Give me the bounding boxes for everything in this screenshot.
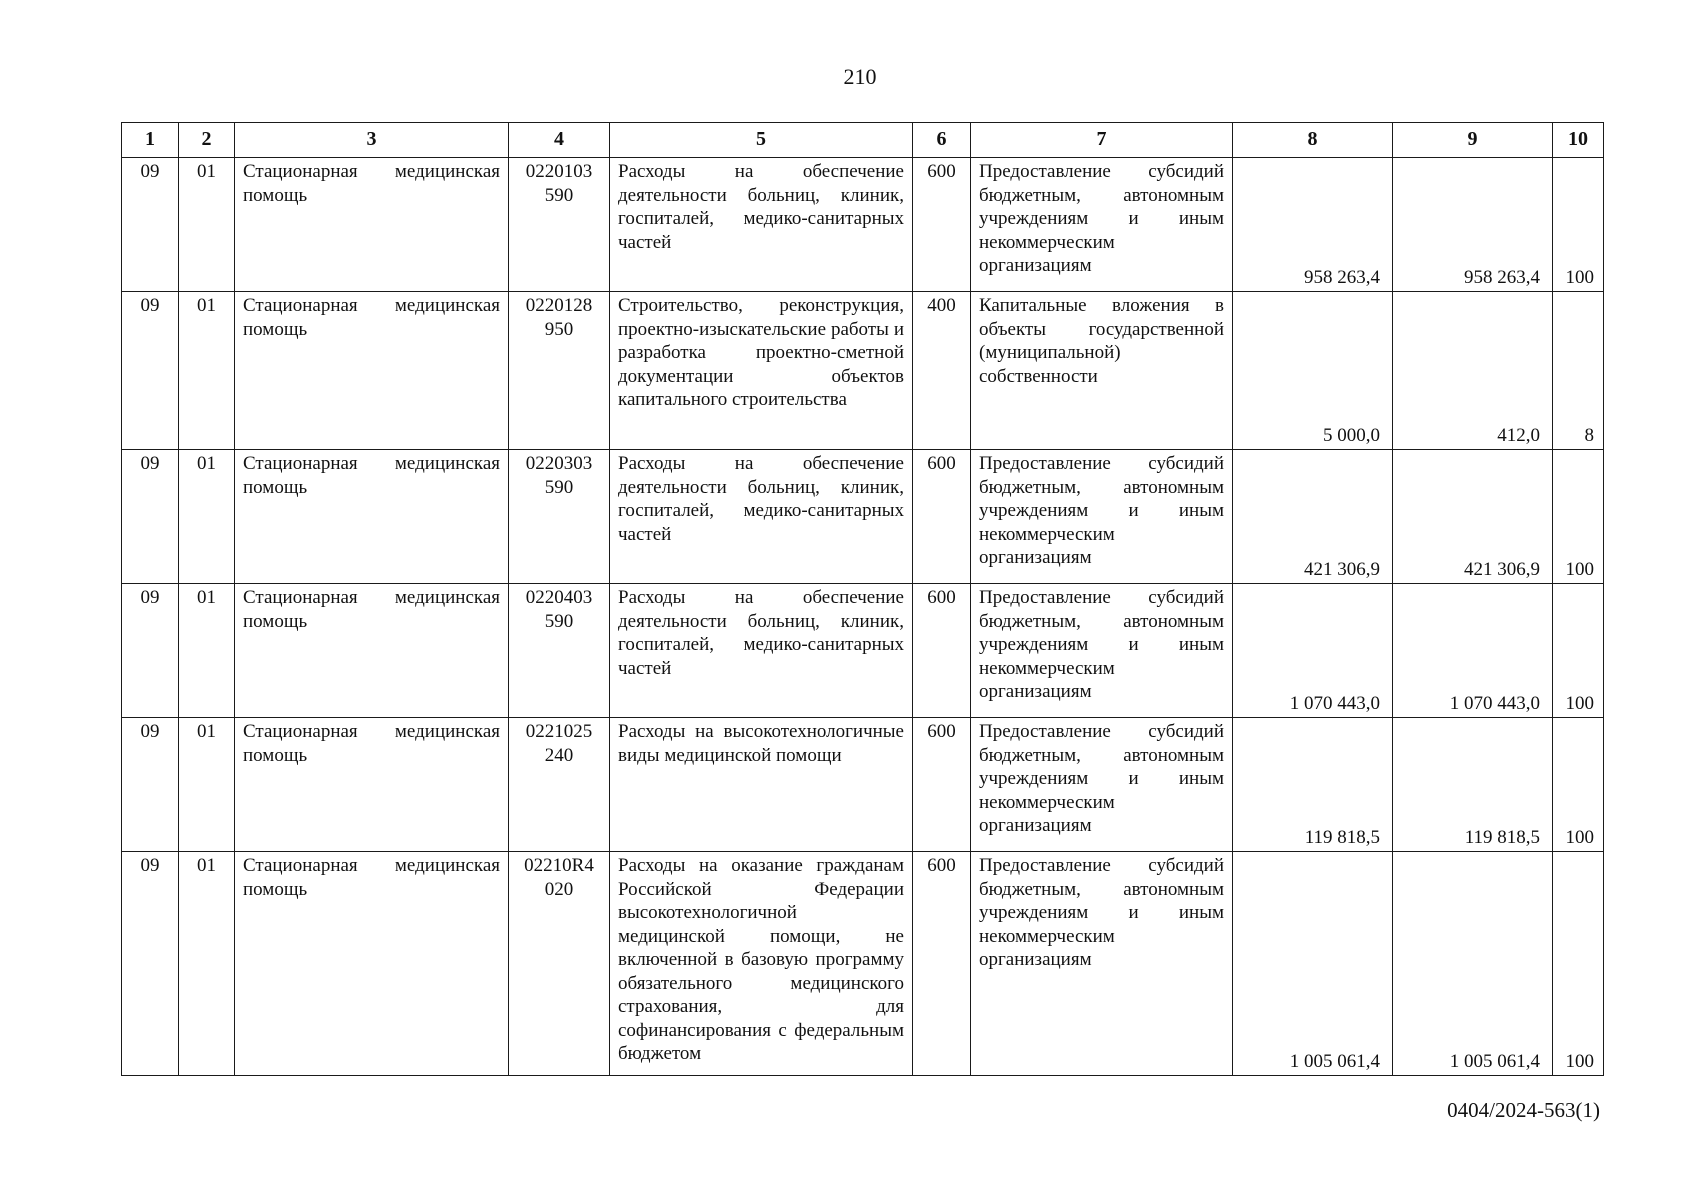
page-number: 210 bbox=[843, 64, 877, 89]
header-col-2: 2 bbox=[179, 123, 235, 158]
target-article-code bbox=[509, 292, 610, 450]
document-code: 0404/2024-563(1) bbox=[1447, 1098, 1600, 1122]
target-article-name: Расходы на оказание гражданам Российской Федерации высокотехнологичной медицинской помощи, не включенной в базовую программу обязательного медицинского страхования, для софинансирования с федеральным бюджетом bbox=[610, 852, 913, 1076]
executed-amount: 412,0 bbox=[1393, 292, 1553, 450]
planned-amount: 1 005 061,4 bbox=[1233, 852, 1393, 1076]
target-article-name: Расходы на обеспечение деятельности больниц, клиник, госпиталей, медико-санитарных частей bbox=[610, 450, 913, 584]
header-col-7: 7 bbox=[971, 123, 1233, 158]
table-row bbox=[122, 718, 1604, 852]
table-row bbox=[122, 158, 1604, 292]
table-row bbox=[122, 292, 1604, 450]
execution-percent: 100 bbox=[1553, 584, 1604, 718]
planned-amount: 5 000,0 bbox=[1233, 292, 1393, 450]
expense-type-code: 400 bbox=[913, 292, 971, 450]
execution-percent: 100 bbox=[1553, 852, 1604, 1076]
expense-type-code: 600 bbox=[913, 450, 971, 584]
target-article-code bbox=[509, 158, 610, 292]
expense-type-code: 600 bbox=[913, 718, 971, 852]
target-article-code-part2: 240 bbox=[544, 744, 574, 766]
subsection-name: Стационарная медицинская помощь bbox=[235, 852, 509, 1076]
expense-type-name: Предоставление субсидий бюджетным, автономным учреждениям и иным некоммерческим организациям bbox=[971, 450, 1233, 584]
subsection-name: Стационарная медицинская помощь bbox=[235, 450, 509, 584]
expense-type-name: Предоставление субсидий бюджетным, автономным учреждениям и иным некоммерческим организациям bbox=[971, 718, 1233, 852]
header-col-5: 5 bbox=[610, 123, 913, 158]
subsection-code: 01 bbox=[179, 450, 235, 584]
expense-type-code: 600 bbox=[913, 158, 971, 292]
subsection-name: Стационарная медицинская помощь bbox=[235, 718, 509, 852]
executed-amount: 421 306,9 bbox=[1393, 450, 1553, 584]
header-col-8: 8 bbox=[1233, 123, 1393, 158]
section-code: 09 bbox=[122, 584, 179, 718]
target-article-code-part2: 590 bbox=[544, 610, 574, 632]
target-article-code-part1: 0220103 bbox=[525, 161, 593, 182]
expense-type-name: Предоставление субсидий бюджетным, автономным учреждениям и иным некоммерческим организациям bbox=[971, 852, 1233, 1076]
subsection-code: 01 bbox=[179, 292, 235, 450]
planned-amount: 119 818,5 bbox=[1233, 718, 1393, 852]
subsection-name: Стационарная медицинская помощь bbox=[235, 584, 509, 718]
expense-type-name: Предоставление субсидий бюджетным, автономным учреждениям и иным некоммерческим организациям bbox=[971, 584, 1233, 718]
target-article-name: Расходы на обеспечение деятельности больниц, клиник, госпиталей, медико-санитарных частей bbox=[610, 584, 913, 718]
planned-amount: 421 306,9 bbox=[1233, 450, 1393, 584]
subsection-code: 01 bbox=[179, 718, 235, 852]
executed-amount: 1 070 443,0 bbox=[1393, 584, 1553, 718]
subsection-code: 01 bbox=[179, 852, 235, 1076]
execution-percent: 100 bbox=[1553, 450, 1604, 584]
header-row bbox=[122, 123, 1604, 158]
header-col-9: 9 bbox=[1393, 123, 1553, 158]
section-code: 09 bbox=[122, 158, 179, 292]
target-article-code-part2: 020 bbox=[544, 878, 574, 900]
section-code: 09 bbox=[122, 292, 179, 450]
target-article-name: Строительство, реконструкция, проектно-изыскательские работы и разработка проектно-сметной документации объектов капитального строительства bbox=[610, 292, 913, 450]
target-article-code-part1: 0221025 bbox=[525, 721, 593, 742]
table-row bbox=[122, 584, 1604, 718]
header-col-4: 4 bbox=[509, 123, 610, 158]
target-article-code bbox=[509, 584, 610, 718]
executed-amount: 1 005 061,4 bbox=[1393, 852, 1553, 1076]
target-article-name: Расходы на обеспечение деятельности больниц, клиник, госпиталей, медико-санитарных частей bbox=[610, 158, 913, 292]
executed-amount: 958 263,4 bbox=[1393, 158, 1553, 292]
section-code: 09 bbox=[122, 852, 179, 1076]
execution-percent: 100 bbox=[1553, 718, 1604, 852]
target-article-code bbox=[509, 718, 610, 852]
target-article-code-part1: 0220128 bbox=[525, 295, 593, 316]
header-col-10: 10 bbox=[1553, 123, 1604, 158]
expense-type-name: Предоставление субсидий бюджетным, автономным учреждениям и иным некоммерческим организациям bbox=[971, 158, 1233, 292]
planned-amount: 1 070 443,0 bbox=[1233, 584, 1393, 718]
expense-type-code: 600 bbox=[913, 584, 971, 718]
subsection-name: Стационарная медицинская помощь bbox=[235, 158, 509, 292]
target-article-code-part2: 950 bbox=[544, 318, 574, 340]
table-row bbox=[122, 852, 1604, 1076]
target-article-code-part1: 02210R4 bbox=[524, 855, 594, 876]
table-row bbox=[122, 450, 1604, 584]
subsection-name: Стационарная медицинская помощь bbox=[235, 292, 509, 450]
subsection-code: 01 bbox=[179, 158, 235, 292]
subsection-code: 01 bbox=[179, 584, 235, 718]
target-article-name: Расходы на высокотехнологичные виды медицинской помощи bbox=[610, 718, 913, 852]
section-code: 09 bbox=[122, 718, 179, 852]
target-article-code bbox=[509, 450, 610, 584]
section-code: 09 bbox=[122, 450, 179, 584]
expense-type-code: 600 bbox=[913, 852, 971, 1076]
execution-percent: 8 bbox=[1553, 292, 1604, 450]
target-article-code-part2: 590 bbox=[544, 184, 574, 206]
executed-amount: 119 818,5 bbox=[1393, 718, 1553, 852]
target-article-code-part2: 590 bbox=[544, 476, 574, 498]
header-col-1: 1 bbox=[122, 123, 179, 158]
header-col-3: 3 bbox=[235, 123, 509, 158]
planned-amount: 958 263,4 bbox=[1233, 158, 1393, 292]
execution-percent: 100 bbox=[1553, 158, 1604, 292]
header-col-6: 6 bbox=[913, 123, 971, 158]
target-article-code-part1: 0220303 bbox=[525, 453, 593, 474]
target-article-code-part1: 0220403 bbox=[525, 587, 593, 608]
target-article-code bbox=[509, 852, 610, 1076]
budget-table bbox=[121, 122, 1604, 1076]
expense-type-name: Капитальные вложения в объекты государственной (муниципальной) собственности bbox=[971, 292, 1233, 450]
